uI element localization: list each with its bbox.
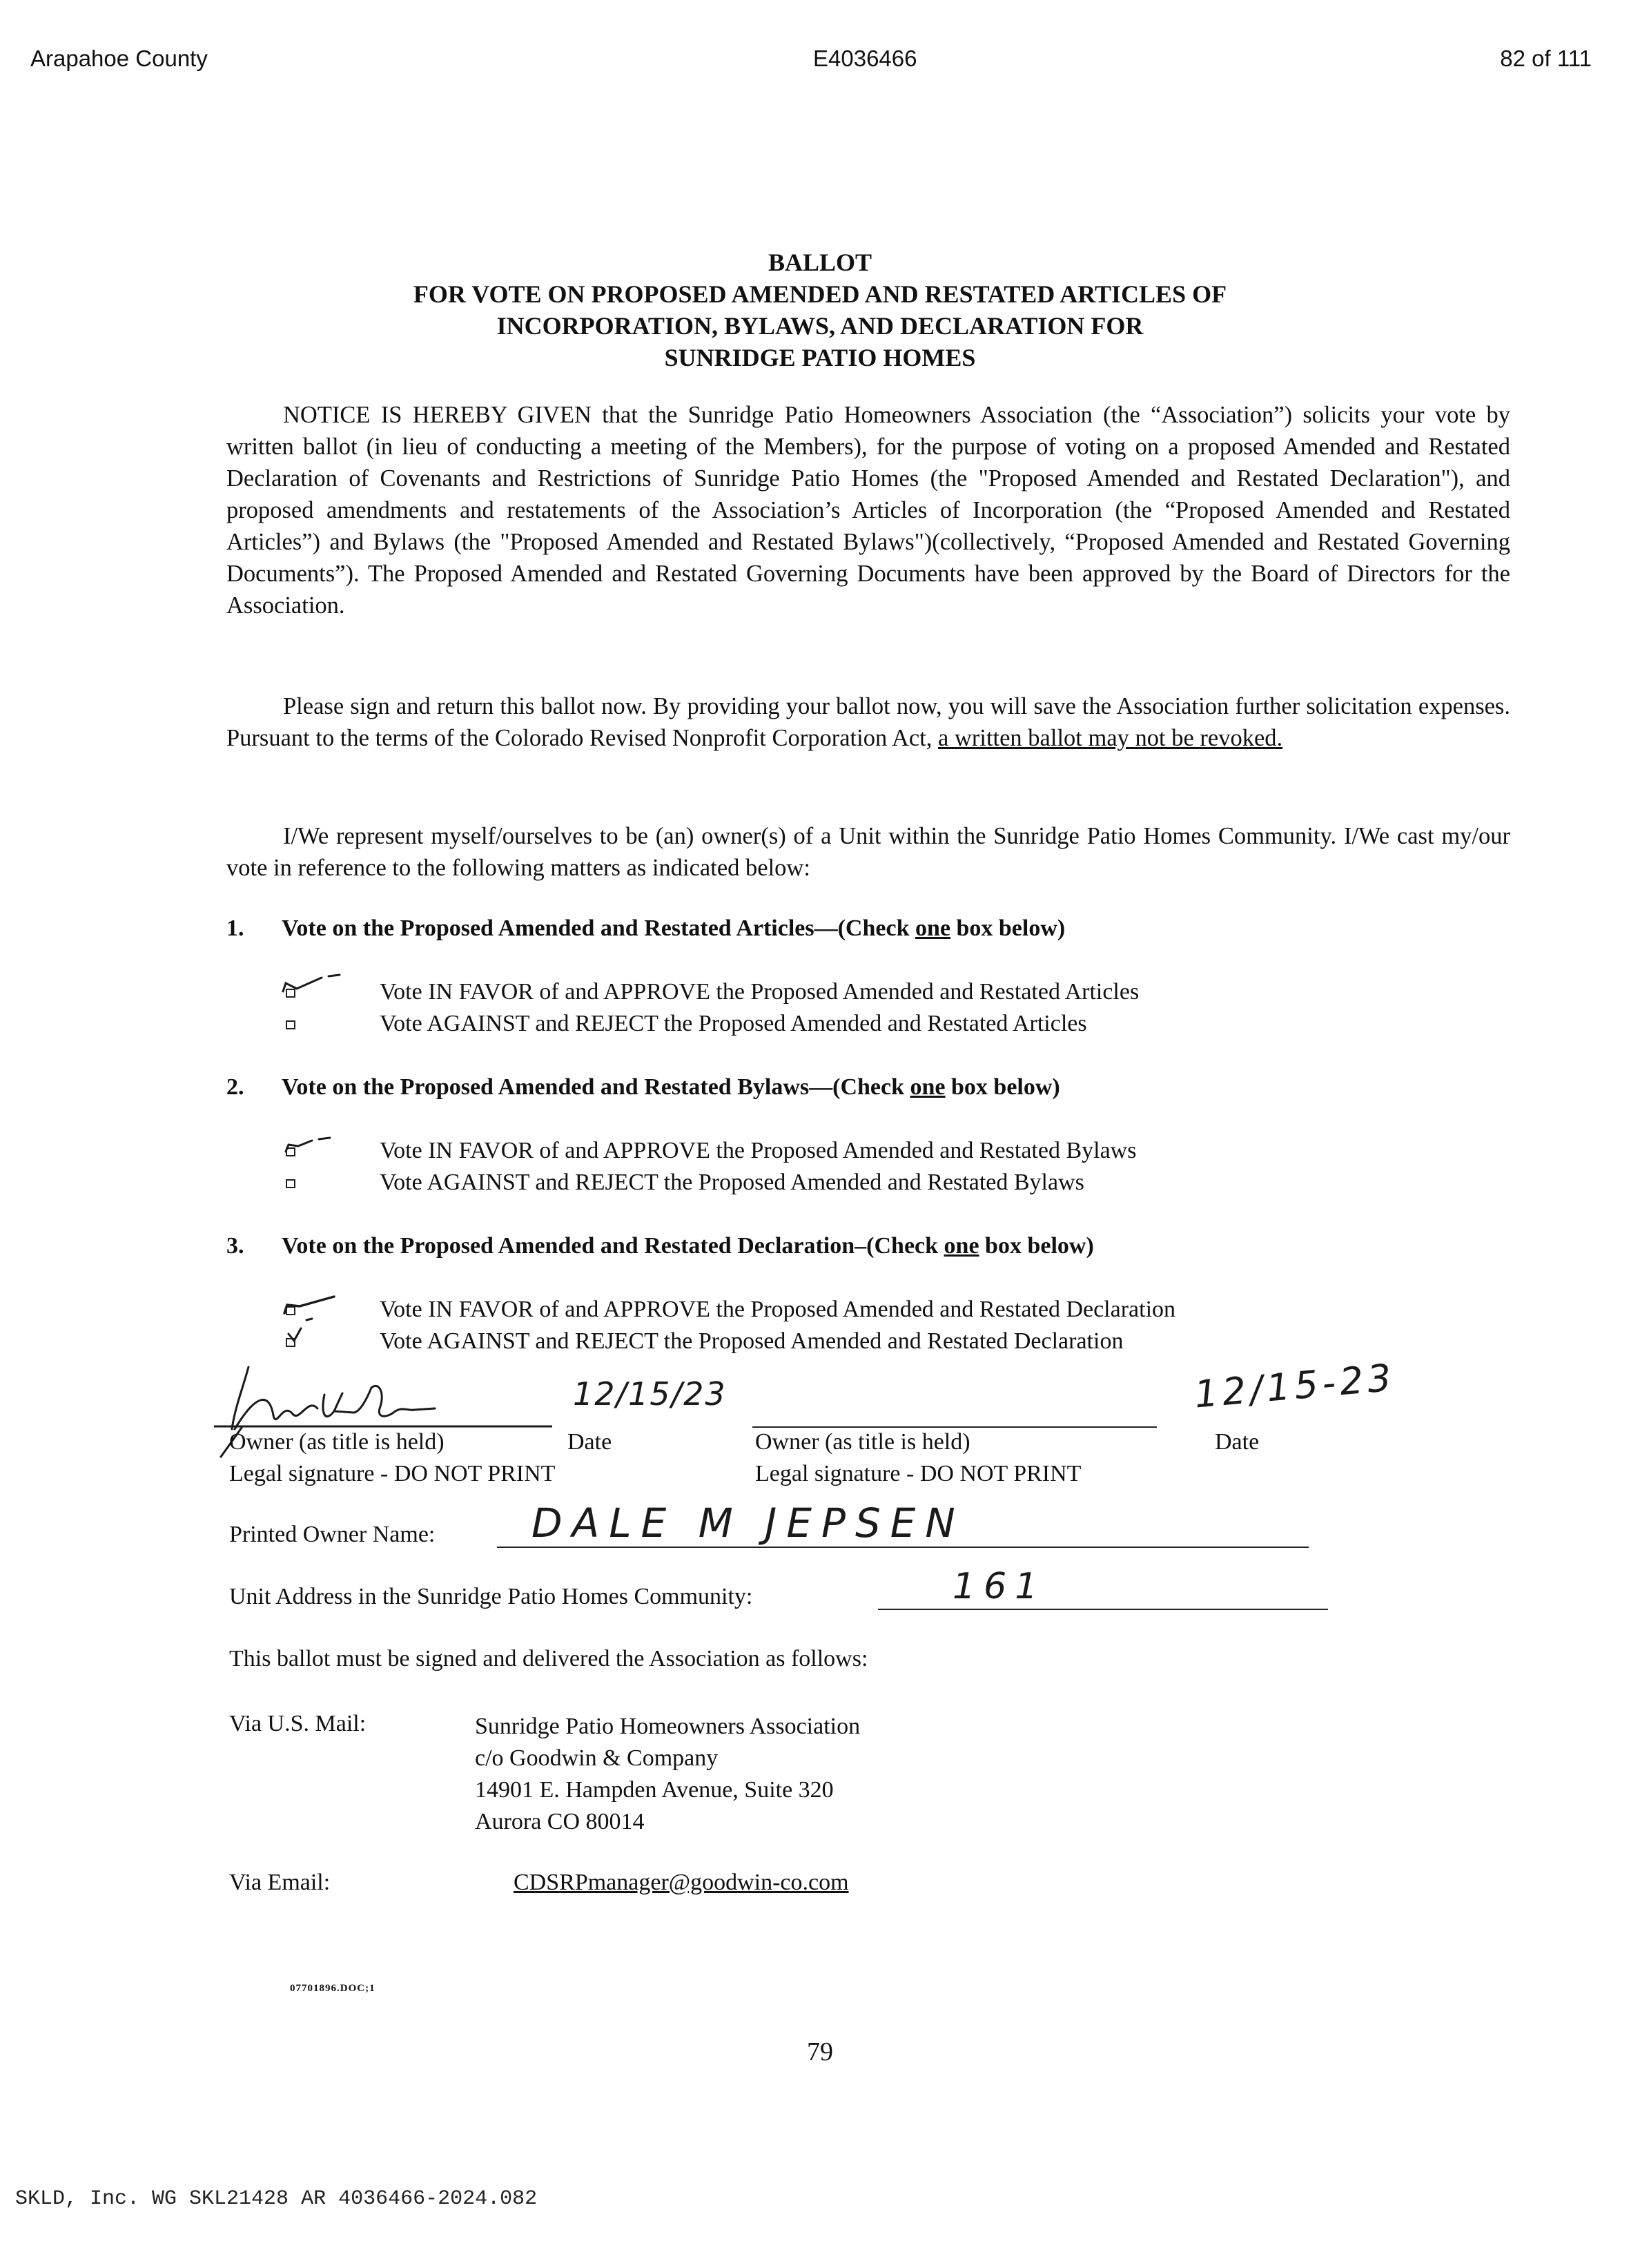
delivery-intro: This ballot must be signed and delivered the Association as follows:: [229, 1646, 868, 1671]
page-number: 79: [807, 2037, 833, 2066]
mail-label: Via U.S. Mail:: [229, 1711, 367, 1736]
vote-number: 2.: [226, 1074, 244, 1100]
checkmark-icon: [282, 1136, 337, 1157]
represent-text: I/We represent myself/ourselves to be (an) owner(s) of a Unit within the Sunridge Patio Homes Community. I/We cast my/our vote in reference to the following matters as indicated below:: [226, 823, 1510, 881]
owner1-label: Owner (as title is held): [229, 1429, 445, 1455]
mail-address-line2: c/o Goodwin & Company: [475, 1745, 719, 1771]
printed-name-value: DALE M JEPSEN: [531, 1500, 965, 1547]
ballot-title: BALLOT: [768, 249, 872, 276]
ballot-subtitle-line3: SUNRIDGE PATIO HOMES: [664, 344, 976, 371]
vote-question-text: Vote on the Proposed Amended and Restated Articles—(Check one box below): [282, 915, 1066, 941]
owner2-label: Owner (as title is held): [755, 1429, 970, 1455]
owner2-signature-line: [752, 1426, 1157, 1428]
email-label: Via Email:: [229, 1870, 331, 1895]
vote3-favor-label: Vote IN FAVOR of and APPROVE the Proposed Amended and Restated Declaration: [380, 1297, 1176, 1322]
please-text: Please sign and return this ballot now. By providing your ballot now, you will save the Association further solicitation expenses. Pursuant to the terms of the Colorado Revised Nonprofit Corporation Act,: [226, 693, 1510, 751]
page-count-header: 82 of 111: [1500, 46, 1592, 71]
owner1-handwritten-date: 12/15/23: [573, 1375, 727, 1413]
recording-footer: SKLD, Inc. WG SKL21428 AR 4036466-2024.082: [15, 2187, 538, 2211]
printed-name-label: Printed Owner Name:: [229, 1522, 436, 1547]
vote-question-text: Vote on the Proposed Amended and Restated Bylaws—(Check one box below): [282, 1074, 1060, 1100]
unit-address-label: Unit Address in the Sunridge Patio Homes Community:: [229, 1584, 753, 1609]
revocation-notice: a written ballot may not be revoked.: [938, 725, 1283, 751]
unit-address-line: [878, 1609, 1328, 1610]
email-link[interactable]: CDSRPmanager@goodwin-co.com: [514, 1870, 849, 1895]
document-id-header: E4036466: [813, 46, 917, 71]
vote1-favor-label: Vote IN FAVOR of and APPROVE the Proposed Amended and Restated Articles: [380, 979, 1140, 1005]
date2-label: Date: [1215, 1429, 1260, 1455]
vote2-favor-label: Vote IN FAVOR of and APPROVE the Proposed Amended and Restated Bylaws: [380, 1138, 1137, 1163]
checkbox-icon[interactable]: [286, 1020, 295, 1029]
vote-question-text: Vote on the Proposed Amended and Restated Declaration–(Check one box below): [282, 1233, 1094, 1259]
please-paragraph: [226, 690, 1510, 754]
notice-paragraph: [226, 399, 1510, 621]
document-reference: 07701896.DOC;1: [290, 1983, 375, 1994]
notice-text: NOTICE IS HEREBY GIVEN that the Sunridge Patio Homeowners Association (the “Association”) solicits your vote by written ballot (in lieu of conducting a meeting of the Members), for the purpose of voting on a proposed Amended and Restated Declaration of Covenants and Restrictions of Sunridge Patio Homes (the "Proposed Amended and Restated Declaration"), and proposed amendments and restatements of the Association’s Articles of Incorporation (the “Proposed Amended and Restated Articles”) and Bylaws (the "Proposed Amended and Restated Bylaws")(collectively, “Proposed Amended and Restated Governing Documents”). The Proposed Amended and Restated Governing Documents have been approved by the Board of Directors for the Association.: [226, 402, 1510, 619]
vote-number: 3.: [226, 1233, 244, 1259]
vote2-against-label: Vote AGAINST and REJECT the Proposed Amended and Restated Bylaws: [380, 1170, 1084, 1195]
mail-address-line4: Aurora CO 80014: [475, 1809, 645, 1834]
mail-address-line1: Sunridge Patio Homeowners Association: [475, 1714, 861, 1739]
represent-paragraph: [226, 820, 1510, 884]
vote1-against-label: Vote AGAINST and REJECT the Proposed Amended and Restated Articles: [380, 1011, 1087, 1036]
legal1-label: Legal signature - DO NOT PRINT: [229, 1461, 556, 1486]
vote-number: 1.: [226, 915, 244, 941]
checkbox-icon[interactable]: [286, 1179, 295, 1188]
legal2-label: Legal signature - DO NOT PRINT: [755, 1461, 1082, 1486]
ballot-subtitle-line2: INCORPORATION, BYLAWS, AND DECLARATION FOR: [496, 312, 1144, 340]
printed-name-line: [497, 1547, 1309, 1548]
county-header: Arapahoe County: [30, 46, 208, 71]
checkmark-icon: [279, 1292, 341, 1348]
date1-label: Date: [567, 1429, 612, 1455]
owner2-handwritten-date: 12/15-23: [1192, 1355, 1398, 1417]
ballot-subtitle-line1: FOR VOTE ON PROPOSED AMENDED AND RESTATED ARTICLES OF: [413, 280, 1227, 308]
unit-address-value: 161: [953, 1566, 1046, 1607]
mail-address-line3: 14901 E. Hampden Avenue, Suite 320: [475, 1777, 834, 1803]
checkmark-icon: [279, 973, 345, 998]
vote3-against-label: Vote AGAINST and REJECT the Proposed Amended and Restated Declaration: [380, 1328, 1124, 1354]
